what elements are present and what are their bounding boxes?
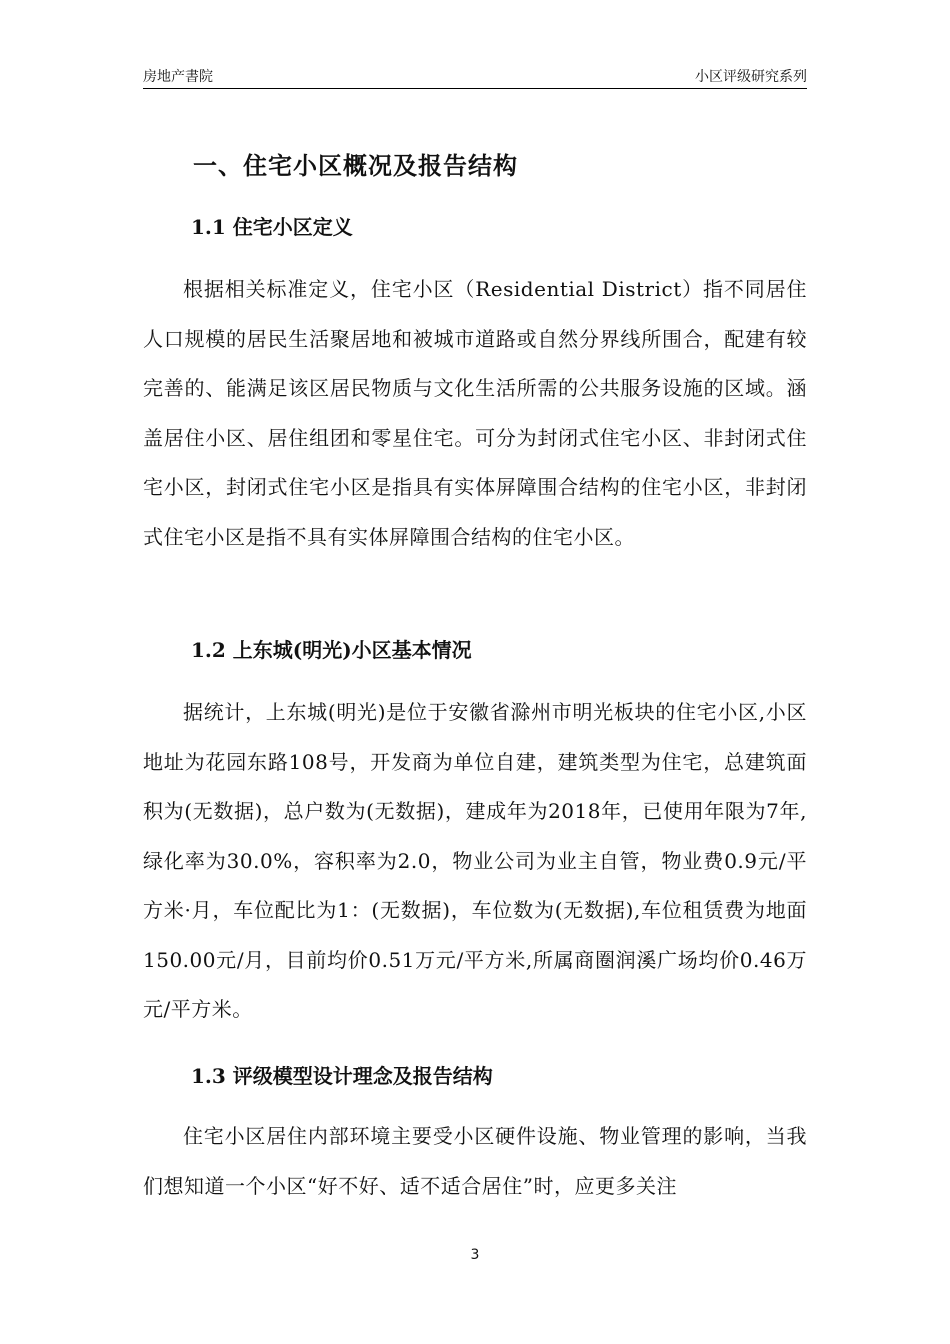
section-heading-1-1: 1.1 住宅小区定义 <box>191 215 353 239</box>
section-heading-1-3: 1.3 评级模型设计理念及报告结构 <box>191 1064 493 1088</box>
header-publisher: 房地产書院 <box>143 69 213 85</box>
section-paragraph-1-2: 据统计，上东城(明光)是位于安徽省滁州市明光板块的住宅小区,小区地址为花园东路108号，开发商为单位自建，建筑类型为住宅，总建筑面积为(无数据)，总户数为(无数据)，建成年为2018年，已使用年限为7年,绿化率为30.0%，容积率为2.0，物业公司为业主自管，物业费0.9元/平方米·月，车位配比为1：(无数据)，车位数为(无数据),车位租赁费为地面150.00元/月，目前均价0.51万元/平方米,所属商圈润溪广场均价0.46万元/平方米。 <box>143 700 807 1021</box>
page-header <box>143 66 807 89</box>
page-number: 3 <box>470 1247 480 1263</box>
section-heading-1-2: 1.2 上东城(明光)小区基本情况 <box>191 638 472 662</box>
chapter-heading: 一、住宅小区概况及报告结构 <box>193 151 518 180</box>
header-series-title: 小区评级研究系列 <box>695 69 807 85</box>
section-paragraph-1-1: 根据相关标准定义，住宅小区（Residential District）指不同居住人口规模的居民生活聚居地和被城市道路或自然分界线所围合，配建有较完善的、能满足该区居民物质与文化生活所需的公共服务设施的区域。涵盖居住小区、居住组团和零星住宅。可分为封闭式住宅小区、非封闭式住宅小区，封闭式住宅小区是指具有实体屏障围合结构的住宅小区，非封闭式住宅小区是指不具有实体屏障围合结构的住宅小区。 <box>143 277 807 549</box>
section-paragraph-1-3: 住宅小区居住内部环境主要受小区硬件设施、物业管理的影响，当我们想知道一个小区“好不好、适不适合居住”时，应更多关注 <box>143 1124 807 1198</box>
